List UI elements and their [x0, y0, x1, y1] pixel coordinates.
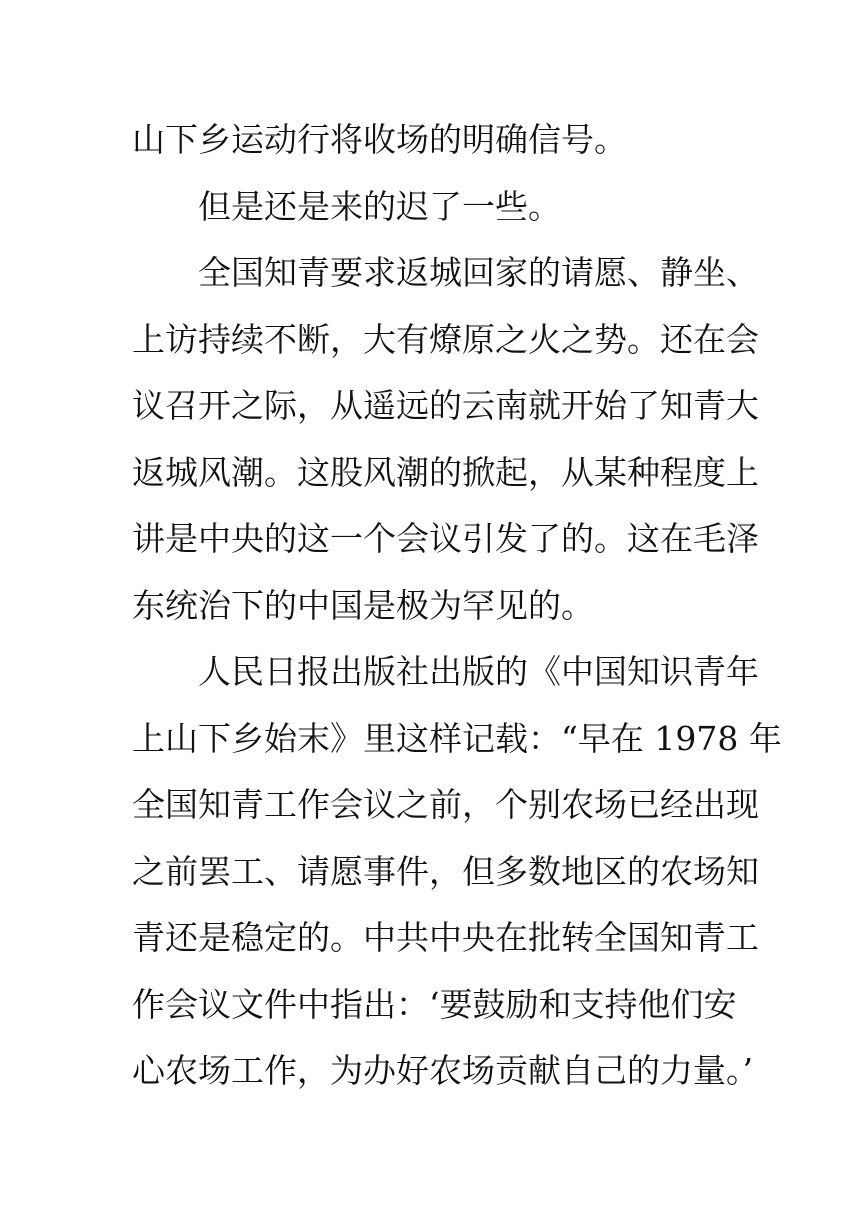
- text-line: 上山下乡始末》里这样记载：“早在 1978 年: [132, 718, 782, 758]
- text-line: 之前罢工、请愿事件，但多数地区的农场知: [132, 851, 759, 891]
- text-line: 作会议文件中指出：‘要鼓励和支持他们安: [132, 984, 737, 1024]
- text-line: 东统治下的中国是极为罕见的。: [132, 585, 594, 625]
- text-line: 讲是中央的这一个会议引发了的。这在毛泽: [132, 519, 759, 558]
- text-line: 心农场工作，为办好农场贡献自己的力量。’: [132, 1051, 753, 1090]
- text-line: 上访持续不断，大有燎原之火之势。还在会: [132, 319, 759, 359]
- text-line: 青还是稳定的。中共中央在批转全国知青工: [132, 918, 759, 957]
- paragraph-start-line: 但是还是来的迟了一些。: [198, 186, 561, 226]
- text-line: 议召开之际，从遥远的云南就开始了知青大: [132, 386, 759, 425]
- text-line: 山下乡运动行将收场的明确信号。: [132, 120, 627, 159]
- text-line: 返城风潮。这股风潮的掀起，从某种程度上: [132, 452, 759, 492]
- paragraph-start-line: 全国知青要求返城回家的请愿、静坐、: [198, 253, 759, 292]
- paragraph-start-line: 人民日报出版社出版的《中国知识青年: [198, 652, 759, 691]
- body-text: [132, 112, 782, 1110]
- text-line: 全国知青工作会议之前，个别农场已经出现: [132, 785, 759, 824]
